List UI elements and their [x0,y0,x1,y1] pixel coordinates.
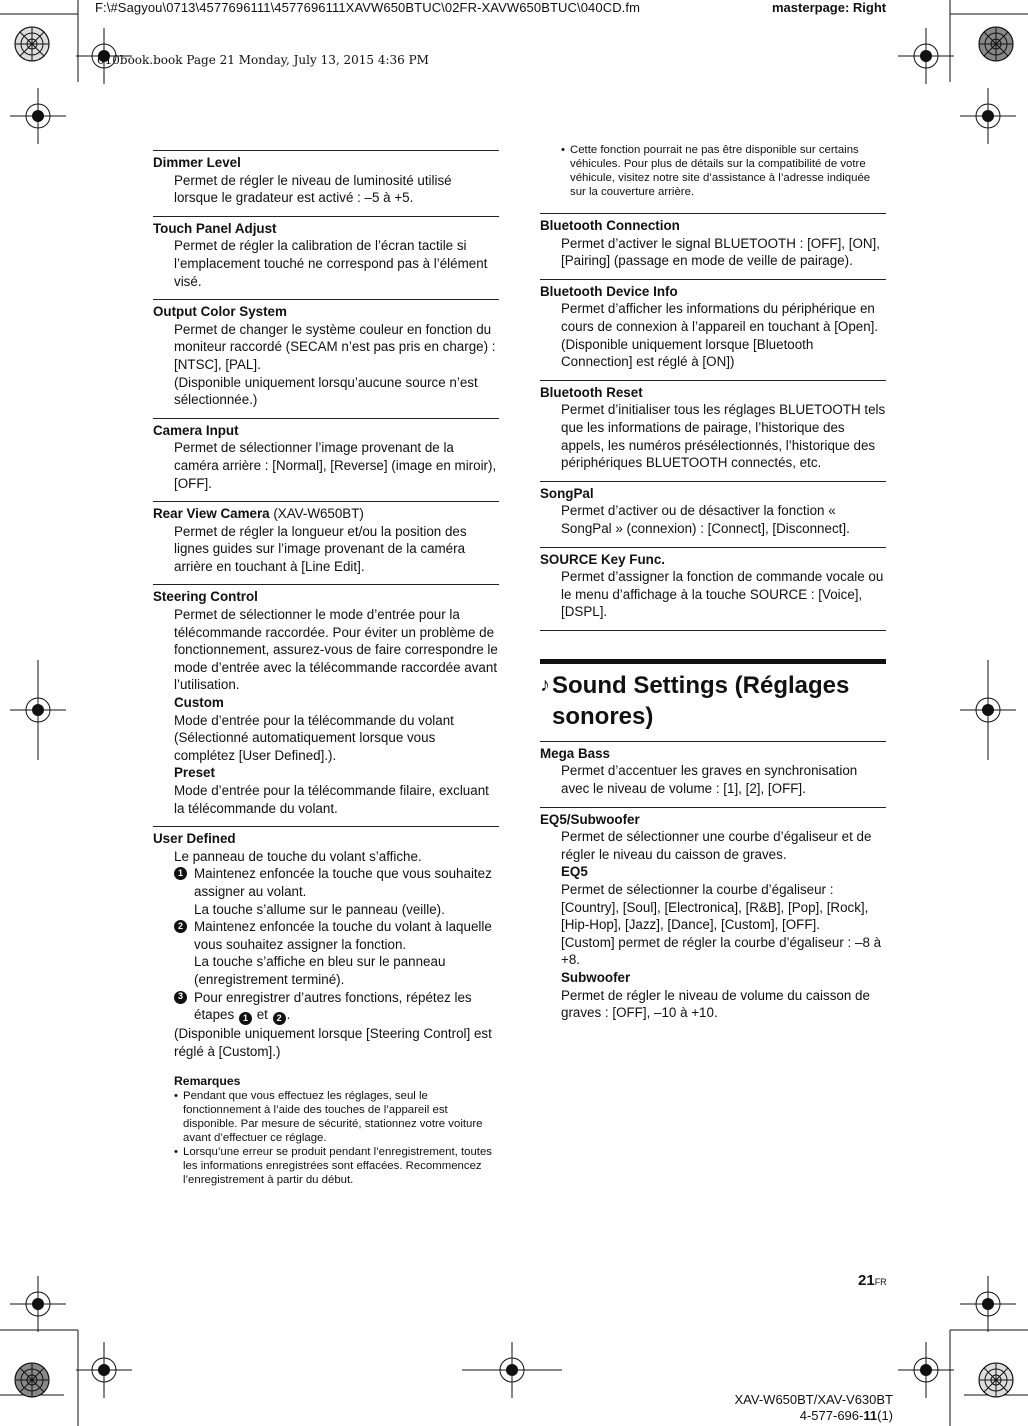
model-info [700,1392,893,1424]
option-subwoofer: Subwoofer [561,970,631,985]
remarks [153,1074,499,1187]
step-text: Maintenez enfoncée la touche que vous souhaitez assigner au volant. [194,866,492,899]
step-text-wrap [194,989,499,1026]
description: Permet d’activer le signal BLUETOOTH : [OFF], [ON], [Pairing] (passage en mode de veille de pairage). [561,235,880,269]
option-preset-desc: Mode d’entrée pour la télécommande filaire, excluant la télécommande du volant. [174,783,489,816]
description: Permet de sélectionner le mode d’entrée pour la télécommande raccordée. Pour éviter un problème de fonctionnement, assurez-vous de faire correspondre le mode d’entrée avec la télécommande raccordée avant l’utilisation. [174,607,498,693]
music-note-icon: ♪ [540,673,550,696]
term: Output Color System [153,304,287,320]
step-1 [153,865,499,918]
availability-bullet [540,143,886,199]
step-number: 1 [174,867,187,880]
section-title: Sound Settings (Réglages sonores) [552,671,850,730]
description: Le panneau de touche du volant s’affiche. [174,848,422,864]
step-and: et [256,1007,268,1023]
option-subwoofer-desc: Permet de régler le niveau de volume du caisson de graves : [OFF], –10 à +10. [561,987,870,1021]
term: Bluetooth Device Info [540,283,678,299]
page-number-value: 21 [858,1272,875,1289]
model-name: XAV-W650BT/XAV-V630BT [734,1392,893,1407]
description: Permet d’accentuer les graves en synchronisation avec le niveau de volume : [1], [2], [OFF]. [561,763,858,797]
entry-bluetooth-device-info [540,279,886,380]
description: Permet d’initialiser tous les réglages BLUETOOTH tels que les informations de pairage, l’historique des appels, les numéros présélectionnés, l’historique des périphériques BLUETOOTH connectés, etc. [561,402,886,471]
remarks-title: Remarques [174,1073,241,1088]
file-path: F:\#Sagyou\0713\4577696111\4577696111XAVW650BTUC\02FR-XAVW650BTUC\040CD.fm [95,0,641,15]
divider [540,630,886,631]
description: Permet de régler le niveau de luminosité utilisé lorsque le gradateur est activé : –5 à +5. [174,172,452,206]
term: EQ5/Subwoofer [540,811,640,827]
term: Bluetooth Reset [540,384,643,400]
page-number [858,1272,887,1289]
entry-eq5-subwoofer [540,807,886,1031]
entry-camera-input [153,418,499,501]
step-ref-2: 2 [273,1012,286,1025]
description: Permet de régler la longueur et/ou la position des lignes guides sur l’image provenant de la caméra arrière en touchant à [Line Edit]. [174,523,467,574]
entry-bluetooth-connection [540,213,886,279]
remark-text: Pendant que vous effectuez les réglages, seul le fonctionnement à l’aide des touches de l’appareil est disponible. Par mesure de sécurité, stationnez votre voiture avant d’effectuer ce réglage. [183,1089,483,1144]
description: Permet d’afficher les informations du périphérique en cours de connexion à l’appareil en touchant à [Open]. [561,301,879,334]
remark-item [174,1089,499,1145]
description: Permet de régler la calibration de l’écran tactile si l’emplacement touché ne correspond pas à l’élément visé. [174,238,488,289]
step-number: 2 [174,920,187,933]
section-heading [540,659,886,732]
description: Permet de sélectionner une courbe d’égaliseur et de régler le niveau du caisson de graves. [561,829,872,862]
entry-source-key-func [540,547,886,630]
entry-output-color-system [153,299,499,418]
code-suffix: (1) [877,1408,893,1423]
term: Camera Input [153,422,239,438]
term: Dimmer Level [153,155,241,170]
entry-dimmer-level [153,150,499,216]
term [153,505,499,523]
entry-rear-view-camera [153,501,499,584]
description: Permet de sélectionner l’image provenant de la caméra arrière : [Normal], [Reverse] (image en miroir), [OFF]. [174,440,497,491]
code-prefix: 4-577-696- [799,1408,864,1423]
right-column [540,143,886,1031]
remark-text: Lorsqu’une erreur se produit pendant l’enregistrement, toutes les informations enregistrées sont effacées. Recommencez l’enregistrement à partir du début. [183,1145,492,1186]
code-bold: 11 [863,1408,878,1423]
term: User Defined [153,831,236,847]
entry-mega-bass [540,741,886,807]
step-text: Pour enregistrer d’autres fonctions, répétez les étapes [194,989,472,1023]
model-note: (XAV-W650BT) [269,506,364,522]
description: Permet d’assigner la fonction de commande vocale ou le menu d’affichage à la touche SOURCE : [Voice], [DSPL]. [561,569,884,620]
term: SongPal [540,485,594,501]
bullet-icon: • [561,144,565,156]
masterpage-label: masterpage: Right [772,0,887,15]
step-2 [153,918,499,988]
entry-bluetooth-reset [540,380,886,481]
description: Permet d’activer ou de désactiver la fonction « SongPal » (connexion) : [Connect], [Disconnect]. [561,503,850,536]
step-result: La touche s’allume sur le panneau (veille). [194,901,445,917]
term: Touch Panel Adjust [153,220,277,236]
option-eq5-custom: [Custom] permet de régler la courbe d’égaliseur : –8 à +8. [561,934,882,968]
bullet-text: Cette fonction pourrait ne pas être disponible sur certains véhicules. Pour plus de détails sur la compatibilité de votre véhicule, visitez notre site d’assistance à l’adresse indiquée sur la couverture arrière. [570,144,871,198]
step-ref-1: 1 [239,1012,252,1025]
term: Mega Bass [540,745,610,761]
option-eq5-desc: Permet de sélectionner la courbe d’égaliseur : [Country], [Soul], [Electronica], [R&B], [Pop], [Rock], [Hip-Hop], [Jazz], [Dance], [Custom], [OFF]. [561,882,869,933]
availability-note: (Disponible uniquement lorsque [Steering Control] est réglé à [Custom].) [174,1026,492,1060]
step-result: La touche s’affiche en bleu sur le panneau (enregistrement terminé). [194,954,446,987]
step-number: 3 [174,991,187,1004]
description-note: (Disponible uniquement lorsqu’aucune source n’est sélectionnée.) [174,374,478,408]
entry-steering-control [153,584,499,826]
term: SOURCE Key Func. [540,551,666,567]
description: Permet de changer le système couleur en fonction du moniteur raccordé (SECAM n’est pas pris en charge) : [NTSC], [PAL]. [174,321,496,372]
step-3 [153,989,499,1026]
page-lang: FR [874,1277,887,1287]
remark-item [174,1145,499,1187]
left-column [153,150,499,1187]
term: Bluetooth Connection [540,218,680,233]
step-text: Maintenez enfoncée la touche du volant à laquelle vous souhaitez assigner la fonction. [194,919,492,952]
option-custom: Custom [174,695,224,711]
step-end: . [286,1007,291,1023]
description-note: (Disponible uniquement lorsque [Bluetooth Connection] est réglé à [ON]) [561,336,814,370]
option-preset: Preset [174,765,215,781]
book-info: 010book.book Page 21 Monday, July 13, 2015 4:36 PM [97,53,429,67]
term-label: Rear View Camera [153,506,270,522]
entry-user-defined [153,826,499,1186]
option-eq5: EQ5 [561,864,588,880]
bullet-icon: • [174,1089,178,1102]
model-code [700,1408,893,1424]
term: Steering Control [153,589,258,605]
option-custom-desc: Mode d’entrée pour la télécommande du volant (Sélectionné automatiquement lorsque vous complétez [User Defined].). [174,712,454,763]
bullet-icon: • [174,1145,178,1158]
entry-touch-panel-adjust [153,216,499,299]
entry-songpal [540,481,886,547]
